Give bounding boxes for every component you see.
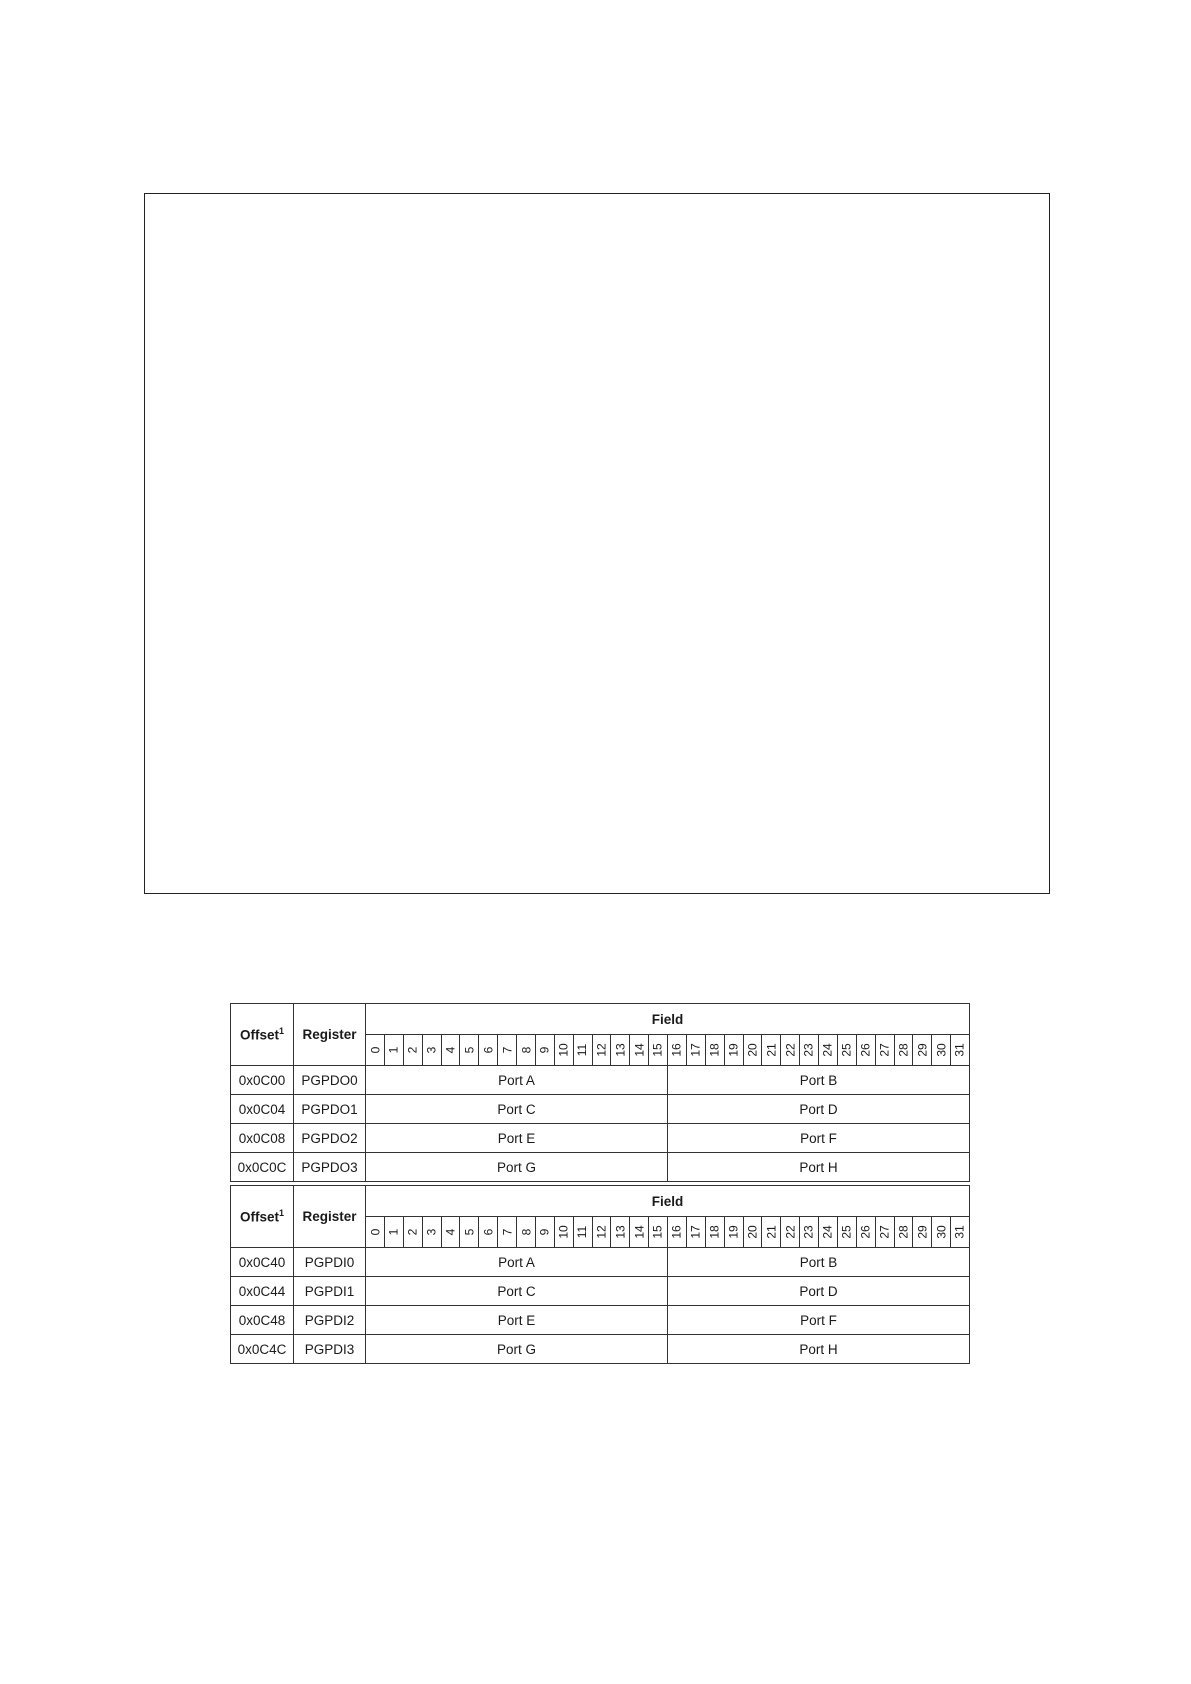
offset-header: Offset$^1$ bbox=[231, 1186, 294, 1248]
bit-number-label: 20 bbox=[745, 1225, 760, 1239]
bit-number bbox=[762, 1035, 781, 1066]
bit-number-label: 8 bbox=[518, 1046, 533, 1054]
bit-number-label: 6 bbox=[481, 1228, 496, 1236]
bit-number bbox=[460, 1035, 479, 1066]
bit-number-label: 0 bbox=[367, 1046, 382, 1054]
bit-number bbox=[535, 1217, 554, 1248]
bit-number bbox=[535, 1035, 554, 1066]
table-row bbox=[231, 1248, 970, 1277]
field-low-cell: Port E bbox=[366, 1306, 668, 1335]
bit-number-label: 24 bbox=[820, 1225, 835, 1239]
bit-number-label: 7 bbox=[500, 1228, 515, 1236]
field-low-cell: Port E bbox=[366, 1124, 668, 1153]
bit-number bbox=[668, 1217, 687, 1248]
bit-number-label: 19 bbox=[726, 1225, 741, 1239]
bit-number bbox=[837, 1217, 856, 1248]
bit-number-label: 13 bbox=[613, 1225, 628, 1239]
bit-number-label: 9 bbox=[537, 1046, 552, 1054]
bit-number-label: 29 bbox=[915, 1225, 930, 1239]
bit-number bbox=[649, 1217, 668, 1248]
bit-number bbox=[460, 1217, 479, 1248]
bit-number-label: 27 bbox=[877, 1225, 892, 1239]
register-cell: PGPDO1 bbox=[294, 1095, 366, 1124]
field-header: Field bbox=[366, 1004, 970, 1035]
bit-number-label: 16 bbox=[669, 1043, 684, 1057]
bit-number-label: 8 bbox=[518, 1228, 533, 1236]
bit-number bbox=[517, 1035, 536, 1066]
bit-number bbox=[630, 1217, 649, 1248]
bit-number bbox=[592, 1217, 611, 1248]
table-row bbox=[231, 1277, 970, 1306]
bit-number bbox=[441, 1035, 460, 1066]
field-low-cell: Port G bbox=[366, 1335, 668, 1364]
bit-number bbox=[573, 1035, 592, 1066]
bit-number-label: 12 bbox=[594, 1043, 609, 1057]
bit-number bbox=[517, 1217, 536, 1248]
bit-number-label: 12 bbox=[594, 1225, 609, 1239]
bit-number bbox=[781, 1035, 800, 1066]
bit-number bbox=[705, 1035, 724, 1066]
register-cell: PGPDI2 bbox=[294, 1306, 366, 1335]
register-cell: PGPDI3 bbox=[294, 1335, 366, 1364]
offset-cell: 0x0C0C bbox=[231, 1153, 294, 1182]
bit-number bbox=[686, 1035, 705, 1066]
register-header: Register bbox=[294, 1004, 366, 1066]
field-low-cell: Port A bbox=[366, 1248, 668, 1277]
bit-number bbox=[479, 1035, 498, 1066]
field-header: Field bbox=[366, 1186, 970, 1217]
bit-number-label: 3 bbox=[424, 1046, 439, 1054]
bit-number bbox=[951, 1217, 970, 1248]
field-high-cell: Port H bbox=[668, 1335, 970, 1364]
register-cell: PGPDI1 bbox=[294, 1277, 366, 1306]
bit-number bbox=[403, 1217, 422, 1248]
bit-number bbox=[441, 1217, 460, 1248]
bit-number-label: 11 bbox=[575, 1225, 590, 1239]
bit-number-label: 21 bbox=[764, 1225, 779, 1239]
bit-number bbox=[554, 1035, 573, 1066]
bit-number bbox=[894, 1217, 913, 1248]
bit-number-label: 18 bbox=[707, 1225, 722, 1239]
offset-cell: 0x0C04 bbox=[231, 1095, 294, 1124]
field-high-cell: Port D bbox=[668, 1277, 970, 1306]
offset-cell: 0x0C44 bbox=[231, 1277, 294, 1306]
bit-number bbox=[819, 1035, 838, 1066]
bit-number bbox=[686, 1217, 705, 1248]
bit-number bbox=[573, 1217, 592, 1248]
bit-number bbox=[951, 1035, 970, 1066]
bit-number-label: 15 bbox=[651, 1225, 666, 1239]
bit-number bbox=[479, 1217, 498, 1248]
bit-number-label: 27 bbox=[877, 1043, 892, 1057]
field-high-cell: Port B bbox=[668, 1066, 970, 1095]
bit-number-label: 14 bbox=[632, 1225, 647, 1239]
bit-number bbox=[705, 1217, 724, 1248]
field-low-cell: Port C bbox=[366, 1277, 668, 1306]
offset-cell: 0x0C08 bbox=[231, 1124, 294, 1153]
bit-number-label: 26 bbox=[858, 1225, 873, 1239]
bit-number-label: 25 bbox=[839, 1225, 854, 1239]
bit-number bbox=[913, 1035, 932, 1066]
bit-number-label: 13 bbox=[613, 1043, 628, 1057]
register-table-pgpdi bbox=[230, 1185, 970, 1364]
bit-number-label: 28 bbox=[896, 1043, 911, 1057]
bit-number-label: 23 bbox=[802, 1043, 817, 1057]
bit-number-label: 6 bbox=[481, 1046, 496, 1054]
bit-number bbox=[894, 1035, 913, 1066]
bit-number bbox=[856, 1217, 875, 1248]
bit-number bbox=[875, 1035, 894, 1066]
bit-number-label: 28 bbox=[896, 1225, 911, 1239]
offset-header: Offset$^1$ bbox=[231, 1004, 294, 1066]
register-cell: PGPDI0 bbox=[294, 1248, 366, 1277]
bit-number-label: 23 bbox=[802, 1225, 817, 1239]
bit-number-label: 3 bbox=[424, 1228, 439, 1236]
bit-number bbox=[611, 1035, 630, 1066]
bit-number bbox=[498, 1035, 517, 1066]
bit-number bbox=[649, 1035, 668, 1066]
bit-number-label: 31 bbox=[953, 1043, 968, 1057]
bit-number-label: 20 bbox=[745, 1043, 760, 1057]
bit-number bbox=[384, 1217, 403, 1248]
bit-number-label: 30 bbox=[934, 1225, 949, 1239]
table-row bbox=[231, 1066, 970, 1095]
bit-number bbox=[932, 1035, 951, 1066]
bit-number-label: 17 bbox=[688, 1043, 703, 1057]
table-row bbox=[231, 1335, 970, 1364]
offset-cell: 0x0C00 bbox=[231, 1066, 294, 1095]
bit-number-label: 2 bbox=[405, 1046, 420, 1054]
offset-cell: 0x0C4C bbox=[231, 1335, 294, 1364]
bit-number bbox=[611, 1217, 630, 1248]
bit-number-label: 30 bbox=[934, 1043, 949, 1057]
bit-number bbox=[781, 1217, 800, 1248]
bit-number-label: 7 bbox=[500, 1046, 515, 1054]
bit-number bbox=[743, 1035, 762, 1066]
register-cell: PGPDO0 bbox=[294, 1066, 366, 1095]
table-row bbox=[231, 1153, 970, 1182]
bit-number-label: 22 bbox=[783, 1043, 798, 1057]
field-high-cell: Port D bbox=[668, 1095, 970, 1124]
bit-number bbox=[422, 1035, 441, 1066]
bit-number bbox=[932, 1217, 951, 1248]
bit-number-label: 18 bbox=[707, 1043, 722, 1057]
field-low-cell: Port G bbox=[366, 1153, 668, 1182]
field-low-cell: Port C bbox=[366, 1095, 668, 1124]
field-high-cell: Port F bbox=[668, 1306, 970, 1335]
figure-frame bbox=[144, 193, 1050, 894]
bit-number bbox=[498, 1217, 517, 1248]
bit-number-label: 26 bbox=[858, 1043, 873, 1057]
bit-number-label: 4 bbox=[443, 1046, 458, 1054]
register-header: Register bbox=[294, 1186, 366, 1248]
bit-number-label: 10 bbox=[556, 1225, 571, 1239]
bit-number-label: 1 bbox=[386, 1046, 401, 1054]
bit-number bbox=[403, 1035, 422, 1066]
bit-number-label: 31 bbox=[953, 1225, 968, 1239]
bit-number bbox=[856, 1035, 875, 1066]
bit-number bbox=[554, 1217, 573, 1248]
table-row bbox=[231, 1124, 970, 1153]
bit-number bbox=[422, 1217, 441, 1248]
bit-number-label: 16 bbox=[669, 1225, 684, 1239]
bit-number bbox=[724, 1217, 743, 1248]
bit-number bbox=[743, 1217, 762, 1248]
bit-number-label: 25 bbox=[839, 1043, 854, 1057]
field-high-cell: Port H bbox=[668, 1153, 970, 1182]
field-low-cell: Port A bbox=[366, 1066, 668, 1095]
bit-number-label: 0 bbox=[367, 1228, 382, 1236]
register-cell: PGPDO2 bbox=[294, 1124, 366, 1153]
table-row bbox=[231, 1306, 970, 1335]
bit-number bbox=[800, 1035, 819, 1066]
bit-number bbox=[819, 1217, 838, 1248]
register-cell: PGPDO3 bbox=[294, 1153, 366, 1182]
offset-cell: 0x0C40 bbox=[231, 1248, 294, 1277]
bit-number-label: 15 bbox=[651, 1043, 666, 1057]
bit-number bbox=[724, 1035, 743, 1066]
bit-number bbox=[913, 1217, 932, 1248]
bit-number-label: 1 bbox=[386, 1228, 401, 1236]
bit-number bbox=[630, 1035, 649, 1066]
register-table-pgpdo bbox=[230, 1003, 970, 1182]
field-high-cell: Port F bbox=[668, 1124, 970, 1153]
bit-number bbox=[384, 1035, 403, 1066]
bit-number-label: 2 bbox=[405, 1228, 420, 1236]
table-row bbox=[231, 1095, 970, 1124]
bit-number bbox=[800, 1217, 819, 1248]
bit-number-label: 4 bbox=[443, 1228, 458, 1236]
bit-number-label: 24 bbox=[820, 1043, 835, 1057]
offset-cell: 0x0C48 bbox=[231, 1306, 294, 1335]
bit-number bbox=[366, 1217, 385, 1248]
bit-number bbox=[592, 1035, 611, 1066]
bit-number bbox=[837, 1035, 856, 1066]
bit-number-label: 22 bbox=[783, 1225, 798, 1239]
bit-number-label: 5 bbox=[462, 1046, 477, 1054]
bit-number-label: 14 bbox=[632, 1043, 647, 1057]
bit-number bbox=[366, 1035, 385, 1066]
bit-number bbox=[668, 1035, 687, 1066]
field-high-cell: Port B bbox=[668, 1248, 970, 1277]
bit-number-label: 5 bbox=[462, 1228, 477, 1236]
bit-number-label: 10 bbox=[556, 1043, 571, 1057]
bit-number-label: 9 bbox=[537, 1228, 552, 1236]
bit-number-label: 29 bbox=[915, 1043, 930, 1057]
bit-number-label: 19 bbox=[726, 1043, 741, 1057]
bit-number bbox=[762, 1217, 781, 1248]
bit-number-label: 17 bbox=[688, 1225, 703, 1239]
bit-number-label: 11 bbox=[575, 1043, 590, 1057]
bit-number bbox=[875, 1217, 894, 1248]
bit-number-label: 21 bbox=[764, 1043, 779, 1057]
